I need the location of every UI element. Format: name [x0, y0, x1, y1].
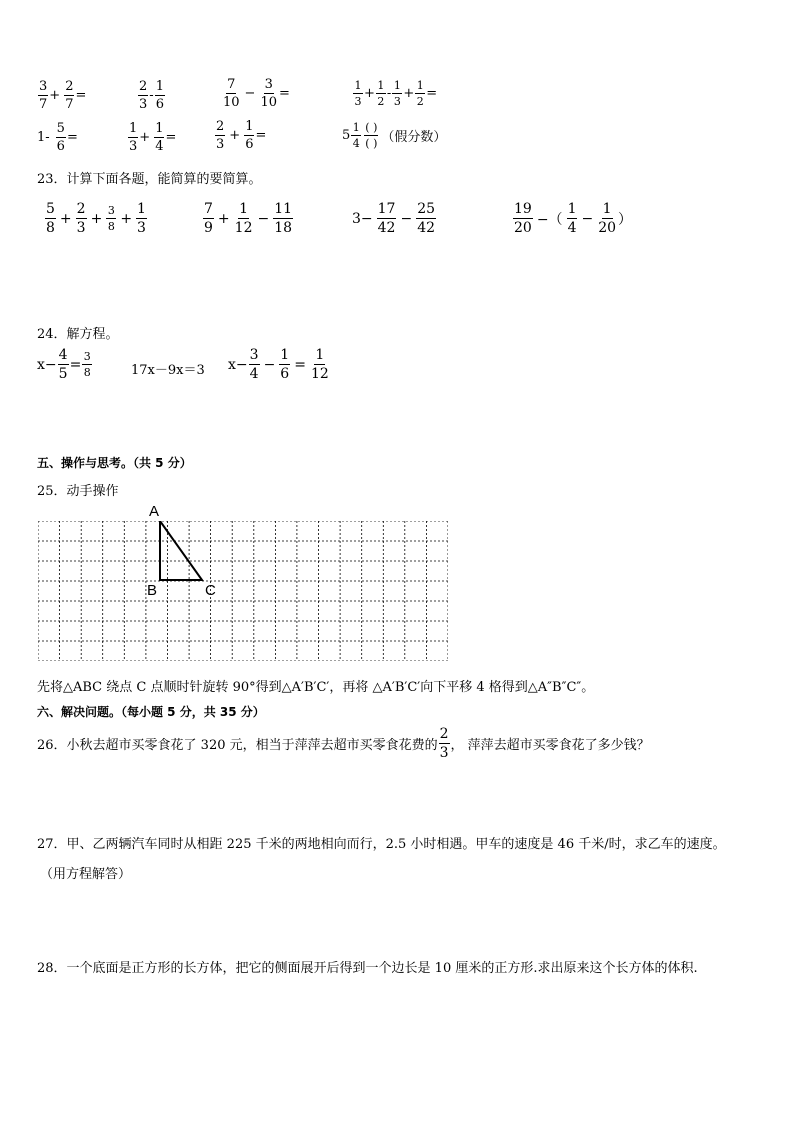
- q24-title: 24．解方程。: [37, 327, 119, 342]
- q23-expr4: $\frac{19}{20}$ −（ $\frac{1}{4}$ − $\frac{1}{20}$ ）: [514, 201, 633, 236]
- row1-expr4: $\frac{1}{3}$ + $\frac{1}{2}$ - $\frac{1}{3}$ + $\frac{1}{2}$ =: [354, 79, 438, 108]
- point-b-label: B: [147, 582, 158, 599]
- q25-title: 25．动手操作: [37, 484, 119, 499]
- dotted-grid: [38, 521, 448, 661]
- triangle-abc: [160, 521, 202, 580]
- row2-expr2: $\frac{1}{3}$ + $\frac{1}{4}$ =: [129, 121, 177, 154]
- section5-heading: 五、操作与思考。（共 5 分）: [37, 456, 192, 470]
- section6-heading: 六、解决问题。（每小题 5 分，共 35 分）: [37, 705, 265, 719]
- q27-line1: 27．甲、乙两辆汽车同时从相距 225 千米的两地相向而行，2.5 小时相遇。甲车的速度是 46 千米/时，求乙车的速度。: [37, 837, 726, 852]
- row1-expr2: $\frac{2}{3}$ - $\frac{1}{6}$: [139, 79, 164, 112]
- point-a-label: A: [149, 503, 160, 520]
- q28: 28．一个底面是正方形的长方体，把它的侧面展开后得到一个边长是 10 厘米的正方形.求出原来这个长方体的体积.: [37, 961, 698, 976]
- row1-expr3: $\frac{7}{10}$ − $\frac{3}{10}$ =: [223, 77, 290, 110]
- q26: 26．小秋去超市买零食花了 320 元，相当于萍萍去超市买零食花费的 $\frac{2}{3}$ ， 萍萍去超市买零食花了多少钱？: [37, 726, 650, 761]
- row1-expr1: $\frac{3}{7}$ + $\frac{2}{7}$ =: [39, 79, 87, 112]
- q23-expr3: 3− $\frac{17}{42}$ − $\frac{25}{42}$: [352, 201, 436, 236]
- point-c-label: C: [205, 582, 216, 599]
- row2-expr4: 5 $\frac{1}{4}$ $\frac{( )}{( )}$ （假分数）: [342, 121, 447, 150]
- row2-expr1: 1- $\frac{5}{6}$ =: [37, 121, 78, 154]
- row2-expr3: $\frac{2}{3}$ + $\frac{1}{6}$ =: [216, 119, 267, 152]
- q27-line2: （用方程解答）: [40, 867, 132, 882]
- q23-title: 23．计算下面各题，能简算的要简算。: [37, 172, 262, 187]
- q24-expr1: x− $\frac{4}{5}$ = $\frac{3}{8}$: [37, 347, 91, 382]
- q23-expr1: $\frac{5}{8}$ + $\frac{2}{3}$ + $\frac{3}{8}$ + $\frac{1}{3}$: [46, 201, 146, 236]
- q24-expr2: 17x－9x＝3: [131, 363, 205, 378]
- q25-instruction: 先将△ABC 绕点 C 点顺时针旋转 90°得到△A′B′C′，再将 △A′B′C′向下平移 4 格得到△A″B″C″。: [37, 680, 595, 695]
- q24-expr3: x− $\frac{3}{4}$ − $\frac{1}{6}$ = $\frac{1}{12}$: [228, 347, 329, 382]
- q23-expr2: $\frac{7}{9}$ + $\frac{1}{12}$ − $\frac{11}{18}$: [204, 201, 293, 236]
- grid-svg: [38, 521, 448, 661]
